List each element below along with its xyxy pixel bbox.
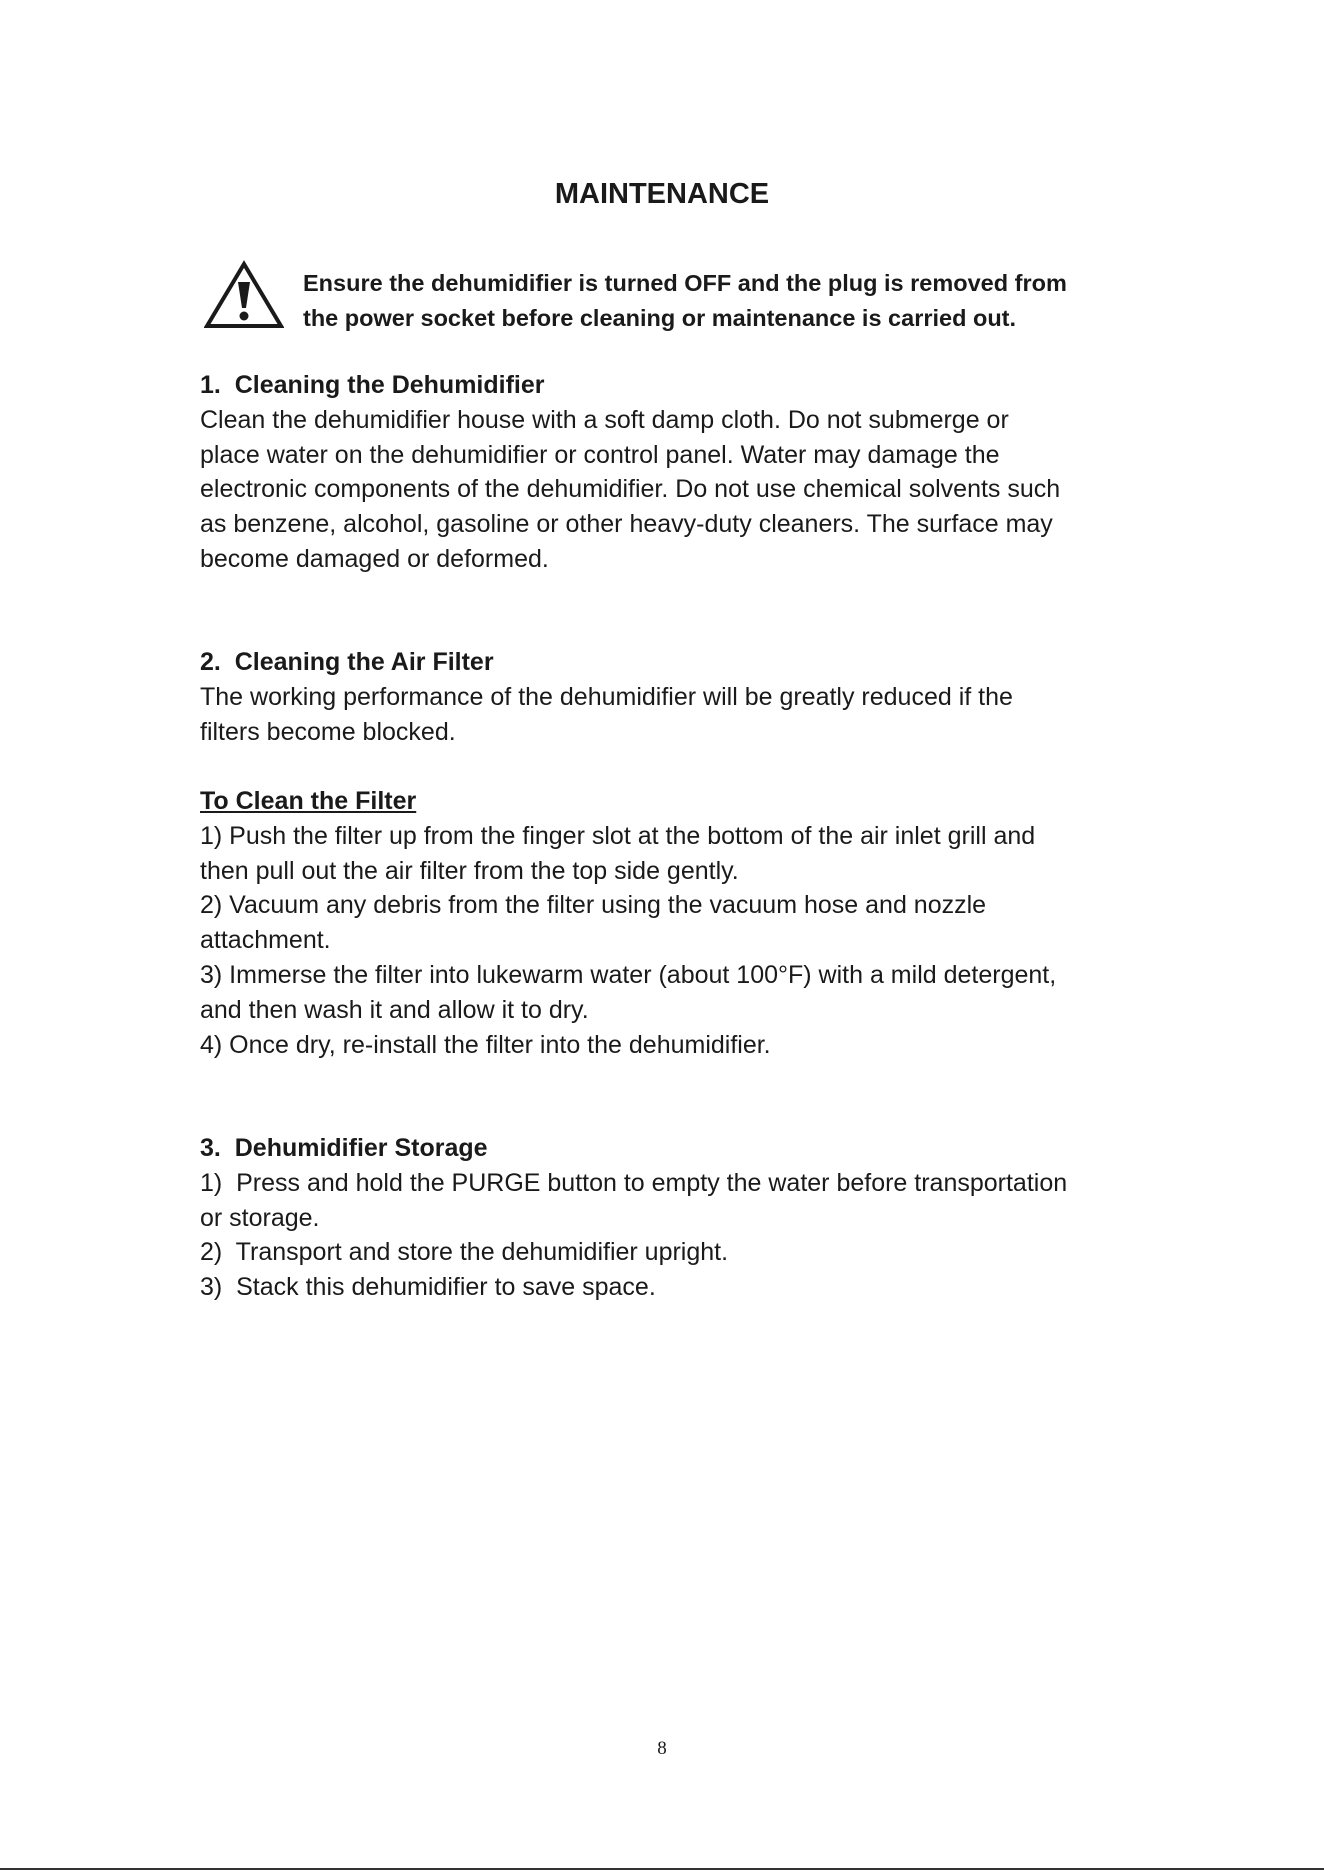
section-heading: 1. Cleaning the Dehumidifier [200, 371, 545, 399]
warning-message [303, 266, 1143, 336]
section-dehumidifier-storage [200, 1131, 1140, 1305]
paragraph-line: electronic components of the dehumidifier. Do not use chemical solvents such [200, 475, 1061, 504]
paragraph-line: as benzene, alcohol, gasoline or other heavy-duty cleaners. The surface may [200, 510, 1053, 539]
step-line: 1) Press and hold the PURGE button to empty the water before transportation [200, 1168, 1068, 1197]
paragraph-line: filters become blocked. [200, 717, 456, 746]
paragraph-line: The working performance of the dehumidifier will be greatly reduced if the [200, 682, 1013, 711]
section-heading: 2. Cleaning the Air Filter [200, 648, 494, 676]
warning-line: Ensure the dehumidifier is turned OFF and the plug is removed from [303, 270, 1067, 296]
step-line: 4) Once dry, re-install the filter into the dehumidifier. [200, 1030, 771, 1059]
step-line: attachment. [200, 926, 331, 955]
step-line: 3) Stack this dehumidifier to save space. [200, 1273, 656, 1302]
bottom-border [0, 1868, 1324, 1870]
filter-cleaning-steps [200, 784, 1140, 1062]
step-line: 1) Push the filter up from the finger slot at the bottom of the air inlet grill and [200, 821, 1036, 850]
step-line: 3) Immerse the filter into lukewarm water (about 100°F) with a mild detergent, [200, 960, 1057, 989]
warning-triangle-icon [204, 260, 284, 330]
section-heading: 3. Dehumidifier Storage [200, 1134, 488, 1162]
paragraph-line: become damaged or deformed. [200, 544, 549, 573]
page-number: 8 [657, 1738, 667, 1759]
page-title: MAINTENANCE [554, 178, 770, 210]
step-line: 2) Vacuum any debris from the filter using the vacuum hose and nozzle [200, 891, 987, 920]
warning-line: the power socket before cleaning or maintenance is carried out. [303, 305, 1017, 331]
step-line: and then wash it and allow it to dry. [200, 995, 589, 1024]
paragraph-line: place water on the dehumidifier or control panel. Water may damage the [200, 440, 1000, 469]
section-cleaning-air-filter [200, 645, 1140, 749]
step-line: then pull out the air filter from the top side gently. [200, 856, 739, 885]
paragraph-line: Clean the dehumidifier house with a soft damp cloth. Do not submerge or [200, 405, 1009, 434]
step-line: or storage. [200, 1203, 320, 1232]
step-line: 2) Transport and store the dehumidifier upright. [200, 1238, 729, 1267]
section-cleaning-dehumidifier [200, 368, 1140, 577]
sub-heading: To Clean the Filter [200, 787, 417, 815]
